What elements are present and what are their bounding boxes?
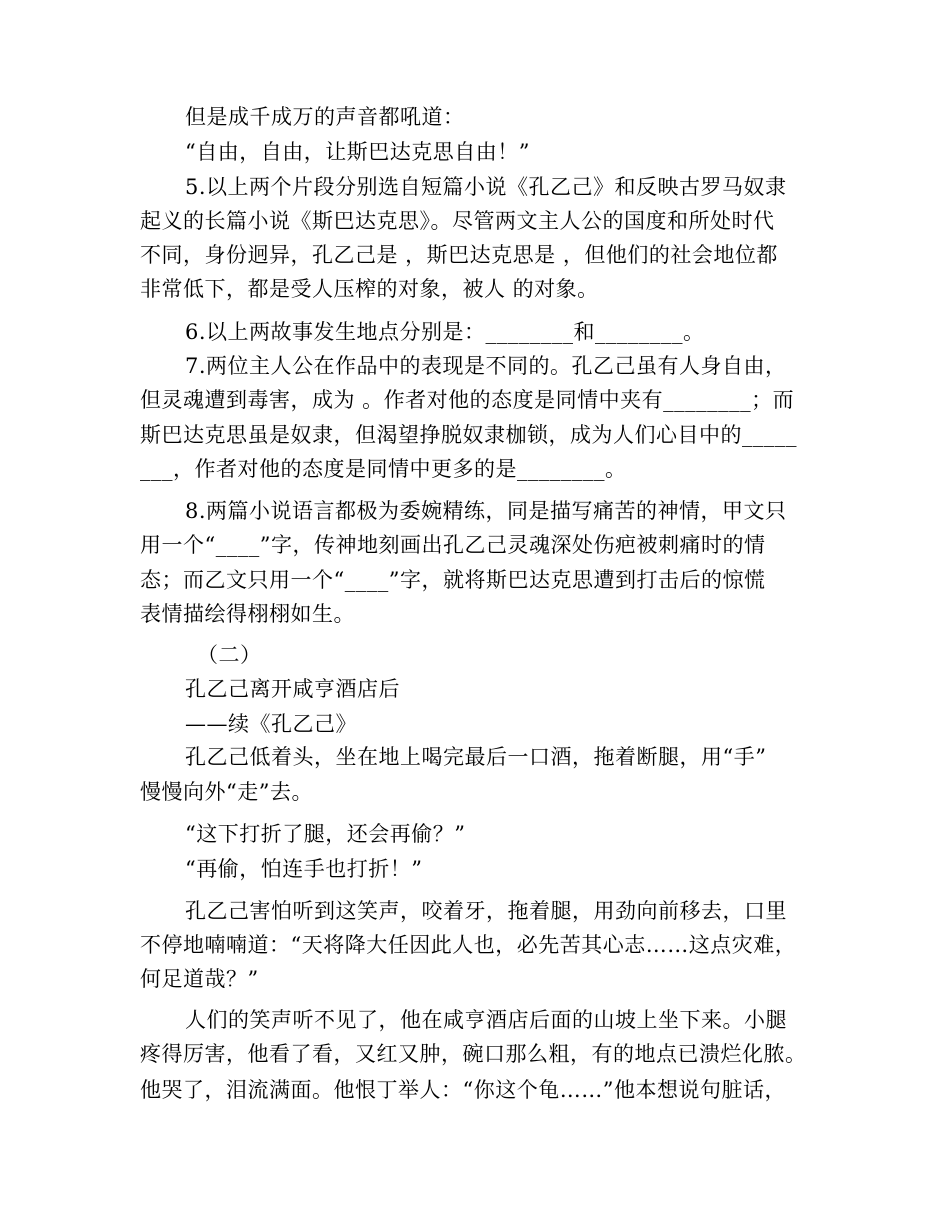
text-line: 孔乙己害怕听到这笑声，咬着牙，拖着腿，用劲向前移去，口里 [185,899,787,923]
text-line: 非常低下，都是受人压榨的对象，被人 的对象。 [140,277,599,301]
text-line: 起义的长篇小说《斯巴达克思》。尽管两文主人公的国度和所处时代 [140,209,775,233]
text-line: 斯巴达克思虽是奴隶，但渴望挣脱奴隶枷锁，成为人们心目中的_____ [140,423,797,447]
passage-title: 孔乙己离开咸亨酒店后 [185,677,400,701]
text-line: 何足道哉？” [140,967,259,991]
text-line: 他哭了，泪流满面。他恨丁举人：“你这个龟……”他本想说句脏话， [140,1078,786,1102]
question-8-line: 8.两篇小说语言都极为委婉精练，同是描写痛苦的神情，甲文只 [185,499,787,523]
text-line: 疼得厉害，他看了看，又红又肿，碗口那么粗，有的地点已溃烂化脓。 [140,1042,807,1066]
section-heading: （二） [197,643,262,667]
text-line: 态；而乙文只用一个“____”字，就将斯巴达克思遭到打击后的惊慌 [140,568,766,592]
text-line: 慢慢向外“走”去。 [140,780,313,804]
text-line: 人们的笑声听不见了，他在咸亨酒店后面的山坡上坐下来。小腿 [185,1008,787,1032]
passage-subtitle: ——续《孔乙己》 [185,712,357,736]
text-line: “这下打折了腿，还会再偷？” [185,822,466,846]
question-6-line: 6.以上两故事发生地点分别是：________和________。 [185,320,705,344]
text-line: “再偷，怕连手也打折！” [185,857,423,881]
text-line: 但是成千成万的声音都吼道： [185,105,465,129]
text-line: 表情描绘得栩栩如生。 [140,602,355,626]
text-line: 不同，身份迥异，孔乙己是 ，斯巴达克思是 ，但他们的社会地位都 [140,243,778,267]
text-line: 孔乙己低着头，坐在地上喝完最后一口酒，拖着断腿，用“手” [185,745,767,769]
text-line: 但灵魂遭到毒害，成为 。作者对他的态度是同情中夹有________；而 [140,388,795,412]
text-line: “自由，自由，让斯巴达克思自由！” [185,140,530,164]
text-line: ___，作者对他的态度是同情中更多的是________。 [140,457,627,481]
question-7-line: 7.两位主人公在作品中的表现是不同的。孔乙己虽有人身自由， [185,354,787,378]
text-line: 不停地喃喃道：“天将降大任因此人也，必先苦其心志……这点灾难， [140,933,797,957]
text-line: 用一个“____”字，传神地刻画出孔乙己灵魂深处伤疤被刺痛时的情 [140,533,766,557]
question-5-line: 5.以上两个片段分别选自短篇小说《孔乙己》和反映古罗马奴隶 [185,175,787,199]
